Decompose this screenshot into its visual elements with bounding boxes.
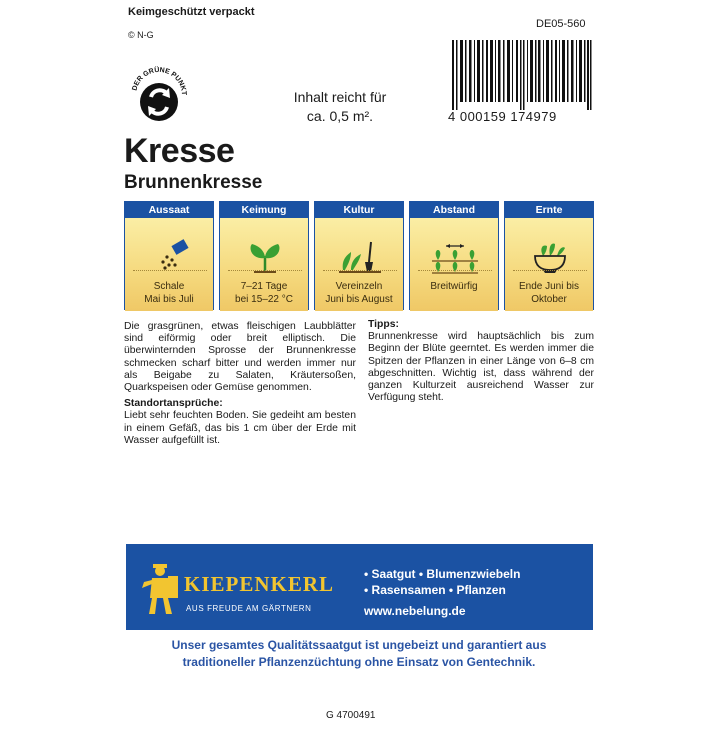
tile-line2: bei 15–22 °C xyxy=(235,294,293,305)
tile-spacing xyxy=(409,201,499,310)
copyright-note: © N-G xyxy=(128,30,154,40)
tips-text: Brunnenkresse wird hauptsächlich bis zum Beginn der Blüte geerntet. Es werden immer die Spitzen der Pflanzen in einer Länge von 6–8 cm abgeschnitten. Wichtig ist, dass während der ganzen Kulturzeit ausreichend Wasser zur Verfügung steht. xyxy=(368,331,594,404)
product-range-line2: • Rasensamen • Pflanzen xyxy=(364,583,506,597)
brand-tagline: AUS FREUDE AM GÄRTNERN xyxy=(186,604,312,613)
tile-culture xyxy=(314,201,404,310)
tile-line1: Schale xyxy=(153,281,185,292)
quality-statement-line2: traditioneller Pflanzenzüchtung ohne Einsatz von Gentechnik. xyxy=(182,655,536,669)
brand-url: www.nebelung.de xyxy=(364,604,466,618)
tile-germination xyxy=(219,201,309,310)
product-code: G 4700491 xyxy=(326,710,376,721)
location-heading: Standortansprüche: xyxy=(124,398,223,410)
tile-header: Keimung xyxy=(220,202,308,218)
description-text: Die grasgrünen, etwas fleischigen Laubblätter sind eiförmig oder breit elliptisch. Die überwinternden Sprosse der Brunnenkresse schmecken scharf bitter und werden immer nur als Beigabe zu Salaten, Kräutersoßen, Quarkspeisen oder Gemüse genommen. xyxy=(124,321,356,394)
barcode-number: 4 000159 174979 xyxy=(448,109,557,124)
barcode xyxy=(452,40,592,110)
green-dot-text: DER GRÜNE PUNKT xyxy=(131,66,188,96)
content-amount xyxy=(288,88,392,126)
packaging-note: Keimgeschützt verpackt xyxy=(128,6,255,18)
tile-header: Aussaat xyxy=(125,202,213,218)
brand-banner xyxy=(126,544,593,630)
tile-header: Kultur xyxy=(315,202,403,218)
article-number: DE05-560 xyxy=(536,18,586,30)
tile-line2: Oktober xyxy=(531,294,567,305)
green-dot-logo xyxy=(124,60,194,130)
quality-statement xyxy=(134,637,584,671)
tips-heading: Tipps: xyxy=(368,319,399,330)
tile-header: Abstand xyxy=(410,202,498,218)
kiepenkerl-mascot-icon xyxy=(140,562,182,616)
tile-line1: Ende Juni bis xyxy=(518,281,580,292)
tile-sowing xyxy=(124,201,214,310)
content-amount-line1: Inhalt reicht für xyxy=(293,89,387,105)
product-title: Kresse xyxy=(124,132,235,170)
brand-name: KIEPENKERL xyxy=(184,572,335,596)
product-variety: Brunnenkresse xyxy=(124,172,263,193)
tile-line2: Juni bis August xyxy=(325,294,393,305)
tips-column xyxy=(368,319,594,404)
tile-line1: 7–21 Tage xyxy=(240,281,288,292)
tile-harvest xyxy=(504,201,594,310)
tile-line1: Breitwürfig xyxy=(430,281,478,292)
product-range-line1: • Saatgut • Blumenzwiebeln xyxy=(364,567,521,581)
location-text: Liebt sehr feuchten Boden. Sie gedeiht am besten in einem Gefäß, das bis 1 cm über der Erde mit Wasser aufgefüllt ist. xyxy=(124,410,356,446)
quality-statement-line1: Unser gesamtes Qualitätssaatgut ist ungebeizt und garantiert aus xyxy=(171,638,547,652)
info-tiles xyxy=(124,201,593,310)
tile-line1: Vereinzeln xyxy=(335,281,383,292)
content-amount-line2: ca. 0,5 m². xyxy=(306,108,374,124)
product-range xyxy=(364,566,520,598)
tile-header: Ernte xyxy=(505,202,593,218)
description-column xyxy=(124,321,356,447)
tile-line2: Mai bis Juli xyxy=(144,294,194,305)
